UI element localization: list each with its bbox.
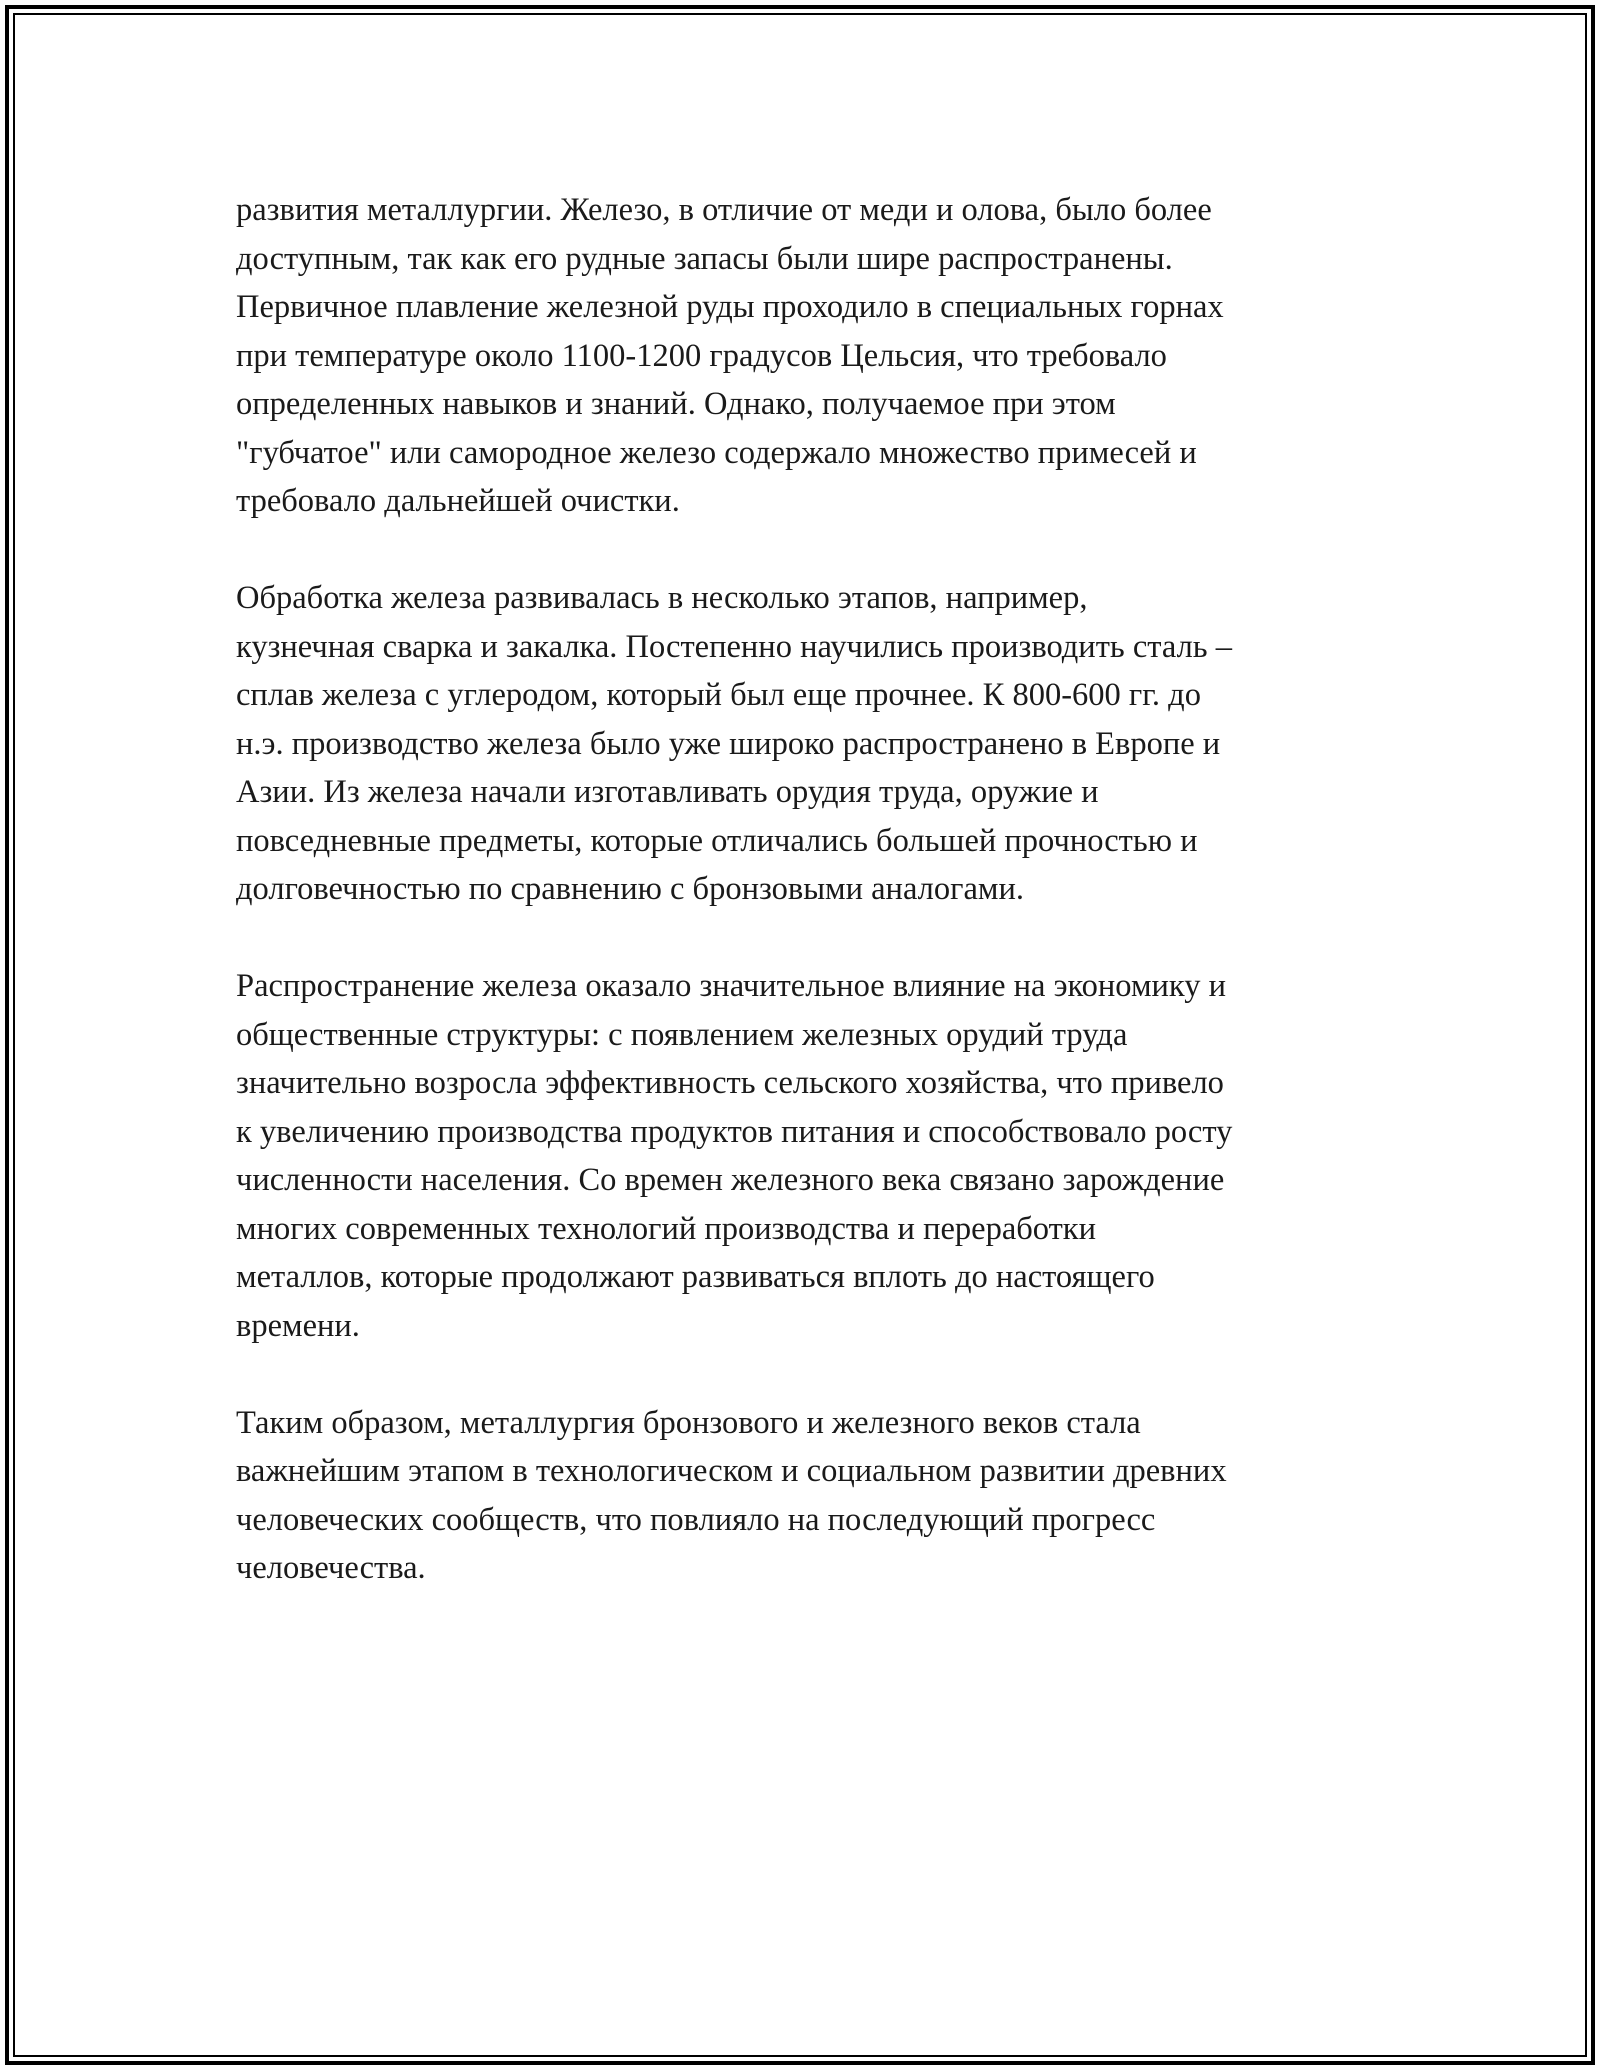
text-line: при температуре около 1100-1200 градусов Цельсия, что требовало [236,337,1167,374]
paragraph-4 [236,1399,1376,1593]
text-line: доступным, так как его рудные запасы были шире распространены. [236,240,1173,277]
paragraph-3 [236,962,1376,1350]
text-line: многих современных технологий производства и переработки [236,1210,1096,1247]
text-line: важнейшим этапом в технологическом и социальном развитии древних [236,1453,1227,1489]
text-line: сплав железа с углеродом, который был еще прочнее. К 800-600 гг. до [236,677,1201,713]
text-line: н.э. производство железа было уже широко распространено в Европе и [236,725,1221,762]
paragraph-2 [236,574,1376,914]
text-line: "губчатое" или самородное железо содержало множество примесей и [236,434,1197,471]
text-line: численности населения. Со времен железного века связано зарождение [236,1162,1225,1198]
text-line: Распространение железа оказало значительное влияние на экономику и [236,968,1226,1004]
text-line: человеческих сообществ, что повлияло на последующий прогресс [236,1501,1156,1538]
text-line: Первичное плавление железной руды проходило в специальных горнах [236,289,1224,325]
text-line: Обработка железа развивалась в несколько этапов, например, [236,580,1088,616]
paragraph-1 [236,186,1376,526]
text-line: Азии. Из железа начали изготавливать орудия труда, оружие и [236,774,1099,810]
text-line: кузнечная сварка и закалка. Постепенно научились производить сталь – [236,628,1232,665]
text-line: времени. [236,1307,360,1344]
text-line: к увеличению производства продуктов питания и способствовало росту [236,1113,1233,1150]
text-line: металлов, которые продолжают развиваться вплоть до настоящего [236,1259,1155,1295]
text-line: повседневные предметы, которые отличались большей прочностью и [236,822,1198,859]
text-line: развития металлургии. Железо, в отличие от меди и олова, было более [236,192,1212,228]
text-line: значительно возросла эффективность сельского хозяйства, что привело [236,1065,1224,1101]
text-line: Таким образом, металлургия бронзового и железного веков стала [236,1404,1141,1441]
document-body [236,186,1376,1641]
text-line: человечества. [236,1550,426,1586]
text-line: определенных навыков и знаний. Однако, получаемое при этом [236,386,1116,422]
text-line: требовало дальнейшей очистки. [236,483,680,519]
text-line: общественные структуры: с появлением железных орудий труда [236,1016,1128,1053]
text-line: долговечностью по сравнению с бронзовыми аналогами. [236,871,1024,907]
